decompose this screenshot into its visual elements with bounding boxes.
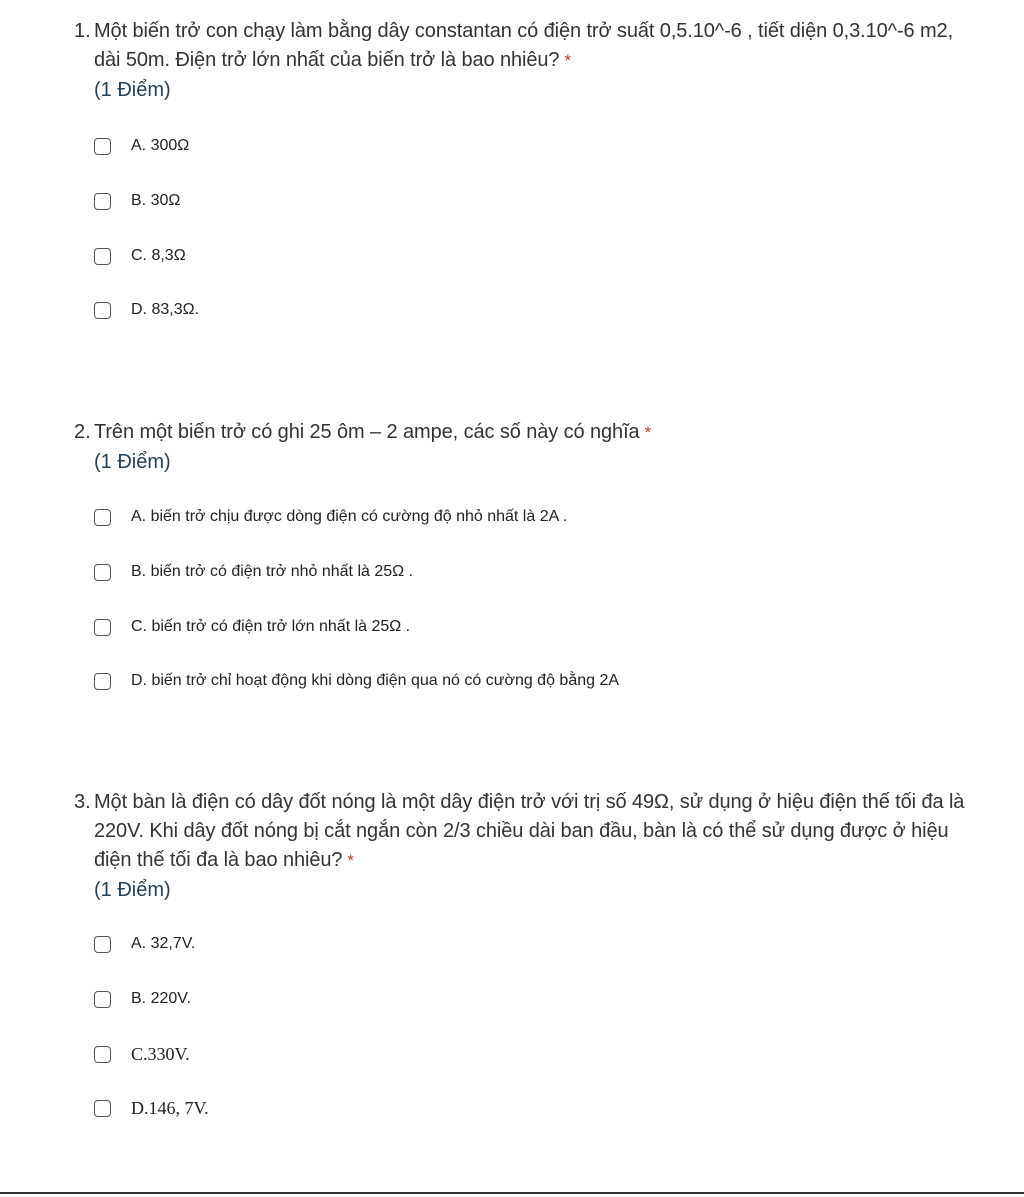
- checkbox[interactable]: [94, 619, 111, 636]
- question-1-number: 1.: [74, 20, 91, 42]
- question-1-points: (1 Điểm): [94, 79, 171, 101]
- question-3: [0, 788, 1024, 905]
- question-2-text: [94, 418, 984, 447]
- question-1-header: [0, 17, 1024, 75]
- option-label: A. 32,7V.: [131, 935, 196, 952]
- question-2-points: (1 Điểm): [94, 451, 171, 473]
- question-1-option-b[interactable]: [94, 189, 180, 213]
- checkbox[interactable]: [94, 1100, 111, 1117]
- question-2-header: [0, 418, 1024, 447]
- option-label: A. biến trở chịu được dòng điện có cường độ nhỏ nhất là 2A .: [131, 508, 568, 525]
- question-2-option-d[interactable]: [94, 669, 619, 693]
- option-label: B. biến trở có điện trở nhỏ nhất là 25Ω .: [131, 563, 413, 580]
- option-label: B. 30Ω: [131, 192, 181, 209]
- question-1-text: [94, 17, 984, 75]
- checkbox[interactable]: [94, 936, 111, 953]
- question-3-points: (1 Điểm): [94, 879, 171, 901]
- bottom-divider: [0, 1192, 1024, 1194]
- question-3-header: [0, 788, 1024, 875]
- question-2-option-c[interactable]: [94, 615, 410, 639]
- checkbox[interactable]: [94, 564, 111, 581]
- checkbox[interactable]: [94, 509, 111, 526]
- checkbox[interactable]: [94, 673, 111, 690]
- checkbox[interactable]: [94, 991, 111, 1008]
- question-3-option-d[interactable]: [94, 1096, 209, 1120]
- checkbox[interactable]: [94, 1046, 111, 1063]
- question-3-option-a[interactable]: [94, 932, 195, 956]
- question-3-number: 3.: [74, 791, 91, 813]
- option-label: C. 8,3Ω: [131, 247, 186, 264]
- question-3-option-b[interactable]: [94, 987, 191, 1011]
- question-3-text-content: Một bàn là điện có dây đốt nóng là một dây điện trở với trị số 49Ω, sử dụng ở hiệu điện thế tối đa là 220V. Khi dây đốt nóng bị cắt ngắn còn 2/3 chiều dài ban đầu, bàn là có thể sử dụng được ở hiệu điện thế tối đa là bao nhiêu?: [94, 791, 965, 871]
- option-label: C.330V.: [131, 1043, 190, 1064]
- question-2-option-b[interactable]: [94, 560, 413, 584]
- question-1-option-a[interactable]: [94, 134, 189, 158]
- question-3-text: [94, 788, 984, 875]
- question-2: [0, 418, 1024, 477]
- question-1: [0, 17, 1024, 105]
- option-label: C. biến trở có điện trở lớn nhất là 25Ω .: [131, 618, 411, 635]
- required-asterisk: *: [564, 51, 571, 70]
- question-1-option-c[interactable]: [94, 244, 186, 268]
- option-label: D. 83,3Ω.: [131, 301, 199, 318]
- question-2-number: 2.: [74, 421, 91, 443]
- question-2-option-a[interactable]: [94, 505, 567, 529]
- question-3-option-c[interactable]: [94, 1042, 190, 1066]
- checkbox[interactable]: [94, 138, 111, 155]
- required-asterisk: *: [644, 423, 652, 442]
- checkbox[interactable]: [94, 302, 111, 319]
- option-label: B. 220V.: [131, 990, 191, 1007]
- question-1-option-d[interactable]: [94, 298, 199, 322]
- checkbox[interactable]: [94, 248, 111, 265]
- option-label: A. 300Ω: [131, 137, 190, 154]
- question-2-text-content: Trên một biến trở có ghi 25 ôm – 2 ampe, các số này có nghĩa: [94, 421, 640, 443]
- question-1-text-content: Một biến trở con chạy làm bằng dây constantan có điện trở suất 0,5.10^-6 , tiết diện 0,3.10^-6 m2, dài 50m. Điện trở lớn nhất của biến trở là bao nhiêu?: [94, 20, 954, 71]
- option-label: D. biến trở chỉ hoạt động khi dòng điện qua nó có cường độ bằng 2A: [131, 672, 620, 689]
- checkbox[interactable]: [94, 193, 111, 210]
- required-asterisk: *: [347, 851, 354, 870]
- option-label: D.146, 7V.: [131, 1097, 209, 1118]
